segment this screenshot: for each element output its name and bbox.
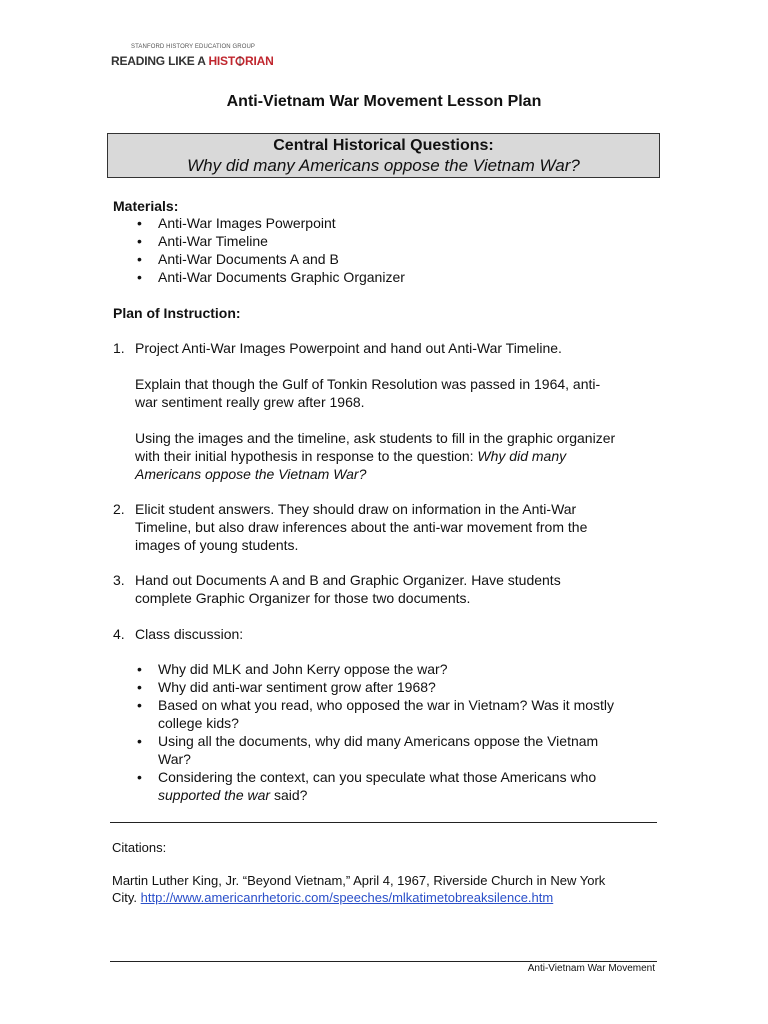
step4-text: Class discussion: <box>135 626 244 642</box>
step3-line2: complete Graphic Organizer for those two documents. <box>135 590 471 606</box>
citation-line2 <box>112 889 553 906</box>
logo-title-part1: READING LIKE A <box>111 54 209 68</box>
step2-line1: Elicit student answers. They should draw on information in the Anti-War <box>135 501 577 517</box>
page-title: Anti-Vietnam War Movement Lesson Plan <box>226 93 542 110</box>
step1-para3-line1: Using the images and the timeline, ask students to fill in the graphic organizer <box>135 430 616 446</box>
citations-divider <box>110 822 657 823</box>
bullet-icon: • <box>137 769 142 785</box>
step-number: 3. <box>113 572 125 588</box>
bullet-icon: • <box>137 697 142 713</box>
step2-line3: images of young students. <box>135 537 299 553</box>
list-item-continued: War? <box>158 751 191 767</box>
step-number: 1. <box>113 340 125 356</box>
q5-italic: supported the war <box>158 787 271 803</box>
footer-divider <box>110 961 657 962</box>
page-footer: Anti-Vietnam War Movement <box>527 963 655 974</box>
materials-heading: Materials: <box>113 198 179 214</box>
citation-prefix: City. <box>112 890 141 905</box>
list-item: Why did MLK and John Kerry oppose the war? <box>158 661 448 677</box>
step-number: 2. <box>113 501 125 517</box>
bullet-icon: • <box>137 215 142 231</box>
step1-para3-plain: with their initial hypothesis in response to the question: <box>135 448 478 464</box>
q5-tail: said? <box>270 787 308 803</box>
list-item: Why did anti-war sentiment grow after 1968? <box>158 679 436 695</box>
step3-line1: Hand out Documents A and B and Graphic Organizer. Have students <box>135 572 561 588</box>
central-question-box <box>107 133 660 178</box>
step1-para2-line2: war sentiment really grew after 1968. <box>135 394 365 410</box>
list-item: Anti-War Timeline <box>158 233 268 249</box>
step1-para3-line3: Americans oppose the Vietnam War? <box>135 466 367 482</box>
step1-text: Project Anti-War Images Powerpoint and hand out Anti-War Timeline. <box>135 340 562 356</box>
bullet-icon: • <box>137 269 142 285</box>
step1-para2-line1: Explain that though the Gulf of Tonkin Resolution was passed in 1964, anti- <box>135 376 601 392</box>
bullet-icon: • <box>137 661 142 677</box>
list-item: Considering the context, can you speculate what those Americans who <box>158 769 597 785</box>
citation-line1: Martin Luther King, Jr. “Beyond Vietnam,” April 4, 1967, Riverside Church in New York <box>112 873 606 888</box>
step2-line2: Timeline, but also draw inferences about the anti-war movement from the <box>135 519 588 535</box>
bullet-icon: • <box>137 733 142 749</box>
list-item: Anti-War Images Powerpoint <box>158 215 336 231</box>
citation-link[interactable]: http://www.americanrhetoric.com/speeches/mlkatimetobreaksilence.htm <box>140 890 554 905</box>
list-item-continued: college kids? <box>158 715 239 731</box>
plan-heading: Plan of Instruction: <box>113 305 241 321</box>
list-item: Using all the documents, why did many Americans oppose the Vietnam <box>158 733 599 749</box>
logo-title-part2: HIST <box>208 54 235 68</box>
step1-para3-line2 <box>135 447 566 465</box>
logo-title <box>111 54 274 68</box>
list-item: Anti-War Documents A and B <box>158 251 339 267</box>
list-item-continued <box>158 786 307 804</box>
step-number: 4. <box>113 626 125 642</box>
logo-subtitle: STANFORD HISTORY EDUCATION GROUP <box>131 44 255 50</box>
bullet-icon: • <box>137 251 142 267</box>
citations-heading: Citations: <box>112 840 167 855</box>
list-item: Anti-War Documents Graphic Organizer <box>158 269 405 285</box>
compass-o-icon <box>235 55 245 65</box>
logo-title-part3: RIAN <box>245 54 274 68</box>
central-question-heading: Central Historical Questions: <box>273 137 494 154</box>
list-item: Based on what you read, who opposed the war in Vietnam? Was it mostly <box>158 697 615 713</box>
bullet-icon: • <box>137 679 142 695</box>
bullet-icon: • <box>137 233 142 249</box>
central-question-text: Why did many Americans oppose the Vietnam War? <box>187 156 580 175</box>
step1-para3-italic: Why did many <box>477 448 567 464</box>
